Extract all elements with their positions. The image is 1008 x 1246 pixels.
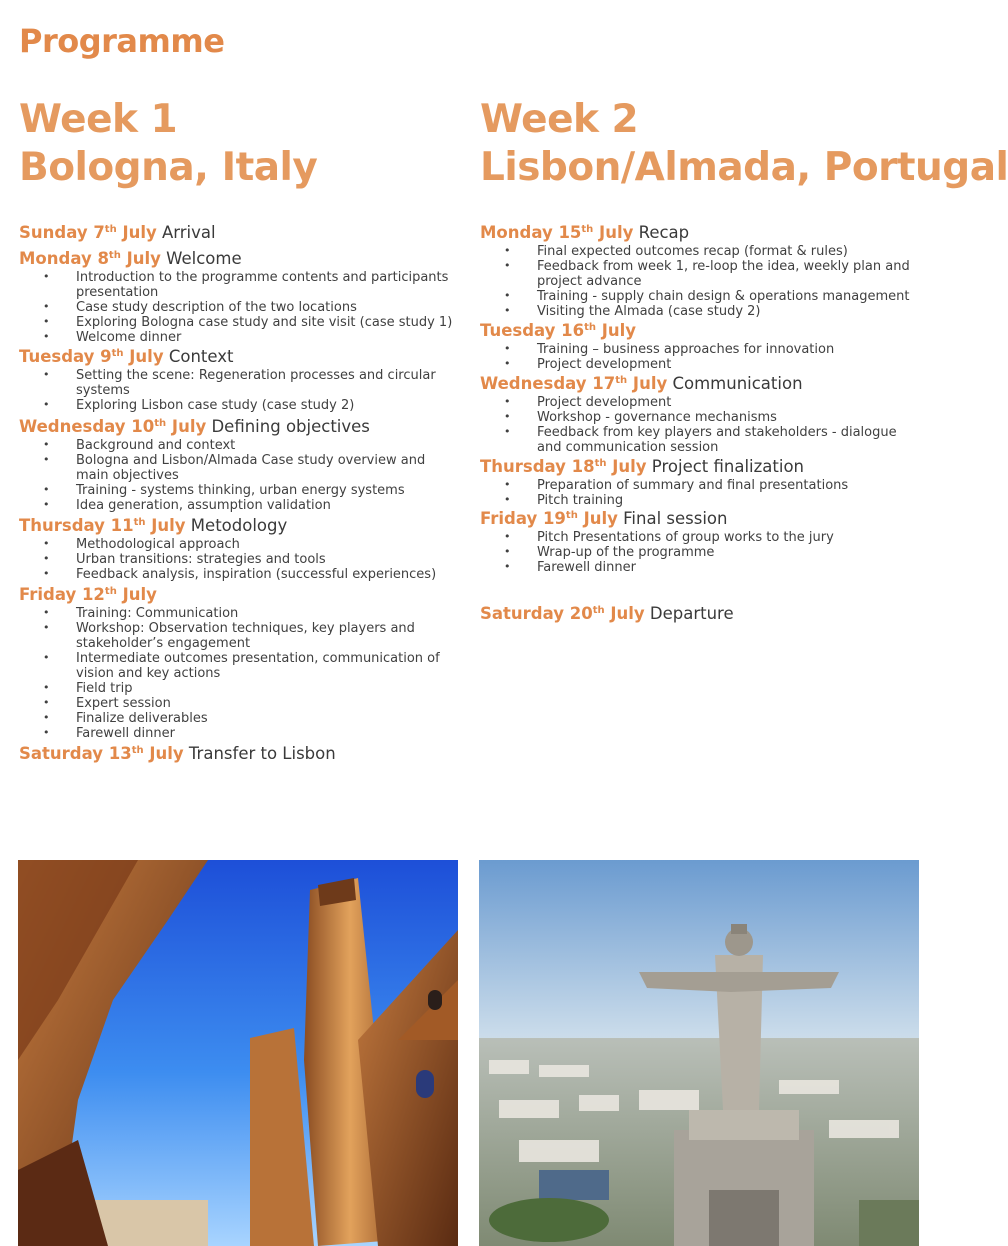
cristo-rei-almada-photo — [479, 860, 919, 1246]
day-theme: Metodology — [185, 516, 288, 535]
day-date-month: July — [627, 374, 668, 393]
week-1-label: Week 1 — [19, 97, 178, 142]
day-date — [19, 516, 186, 535]
day-theme: Welcome — [160, 249, 242, 268]
activity-item: • Workshop: Observation techniques, key players and stakeholder’s engagement — [19, 621, 459, 651]
activity-item: • Final expected outcomes recap (format & rules) — [480, 244, 920, 259]
day-date-suffix: th — [108, 250, 121, 261]
week-1-schedule — [19, 222, 459, 765]
day-activity-list — [480, 244, 920, 319]
day-date-suffix: th — [584, 322, 597, 333]
activity-item: • Training: Communication — [19, 606, 459, 621]
activity-item: • Training – business approaches for innovation — [480, 342, 920, 357]
day-date — [480, 223, 633, 242]
activity-item: • Wrap-up of the programme — [480, 545, 920, 560]
activity-item: • Preparation of summary and final presentations — [480, 478, 920, 493]
day-date-suffix: th — [154, 418, 167, 429]
day-date-text: Wednesday 17 — [480, 374, 616, 393]
day-date — [480, 321, 636, 340]
day-activity-list — [19, 438, 459, 513]
activity-item: • Feedback from week 1, re-loop the idea, weekly plan and project advance — [480, 259, 920, 289]
activity-item: • Finalize deliverables — [19, 711, 459, 726]
day-date-text: Thursday 11 — [19, 516, 134, 535]
day-date-text: Monday 15 — [480, 223, 582, 242]
activity-item: • Project development — [480, 395, 920, 410]
day-heading — [19, 743, 459, 765]
day-date-suffix: th — [133, 517, 146, 528]
day-theme: Final session — [617, 509, 728, 528]
day-date-suffix: th — [592, 605, 605, 616]
day-date-text: Wednesday 10 — [19, 417, 155, 436]
day-date — [480, 457, 647, 476]
day-date — [480, 374, 667, 393]
activity-item: • Feedback from key players and stakeholders - dialogue and communication session — [480, 425, 920, 455]
activity-item: • Pitch training — [480, 493, 920, 508]
day-activity-list — [19, 606, 459, 741]
day-date-suffix: th — [581, 224, 594, 235]
activity-item: • Background and context — [19, 438, 459, 453]
activity-item: • Project development — [480, 357, 920, 372]
activity-item: • Bologna and Lisbon/Almada Case study overview and main objectives — [19, 453, 459, 483]
day-date-suffix: th — [104, 586, 117, 597]
activity-item: • Farewell dinner — [19, 726, 459, 741]
day-theme: Communication — [667, 374, 803, 393]
day-date — [480, 604, 645, 623]
day-date-month: July — [606, 457, 647, 476]
activity-item: • Case study description of the two locations — [19, 300, 459, 315]
day-date-suffix: th — [131, 745, 144, 756]
day-date-text: Tuesday 9 — [19, 347, 112, 366]
day-date-text: Friday 12 — [19, 585, 105, 604]
day-theme: Arrival — [156, 223, 216, 242]
day-activity-list — [480, 395, 920, 455]
day-date-month: July — [596, 321, 637, 340]
day-date-text: Sunday 7 — [19, 223, 105, 242]
week-2-title — [480, 96, 1008, 192]
day-date-month: July — [577, 509, 618, 528]
activity-item: • Feedback analysis, inspiration (successful experiences) — [19, 567, 459, 582]
day-heading — [480, 373, 920, 395]
day-theme: Recap — [633, 223, 690, 242]
day-heading — [19, 515, 459, 537]
week-2-schedule — [480, 222, 920, 625]
day-heading — [480, 456, 920, 478]
day-activity-list — [480, 342, 920, 372]
day-date-suffix: th — [111, 348, 124, 359]
day-date — [19, 744, 184, 763]
bologna-towers-photo — [18, 860, 458, 1246]
activity-item: • Training - supply chain design & operations management — [480, 289, 920, 304]
week-1-title — [19, 96, 459, 192]
day-activity-list — [19, 368, 459, 413]
day-heading — [19, 346, 459, 368]
day-date — [19, 223, 157, 242]
day-date-month: July — [123, 347, 164, 366]
activity-item: • Field trip — [19, 681, 459, 696]
day-date — [19, 347, 164, 366]
day-date-month: July — [145, 516, 186, 535]
day-date — [19, 249, 161, 268]
day-date-month: July — [604, 604, 645, 623]
day-heading — [19, 584, 459, 606]
day-date — [19, 417, 206, 436]
page-title: Programme — [19, 22, 225, 60]
day-heading — [480, 508, 920, 530]
activity-item: • Workshop - governance mechanisms — [480, 410, 920, 425]
day-heading — [19, 222, 459, 244]
day-activity-list — [480, 530, 920, 575]
day-theme: Transfer to Lisbon — [183, 744, 336, 763]
week-2-column — [480, 96, 1008, 192]
day-date-suffix: th — [565, 510, 578, 521]
day-date-text: Friday 19 — [480, 509, 566, 528]
activity-item: • Idea generation, assumption validation — [19, 498, 459, 513]
day-date-suffix: th — [104, 224, 117, 235]
day-date — [19, 585, 157, 604]
day-theme: Project finalization — [646, 457, 805, 476]
day-date-month: July — [120, 249, 161, 268]
activity-item: • Setting the scene: Regeneration processes and circular systems — [19, 368, 459, 398]
activity-item: • Intermediate outcomes presentation, communication of vision and key actions — [19, 651, 459, 681]
day-date-month: July — [143, 744, 184, 763]
week-1-column — [19, 96, 459, 192]
week-2-location: Lisbon/Almada, Portugal — [480, 145, 1008, 190]
activity-item: • Pitch Presentations of group works to the jury — [480, 530, 920, 545]
activity-item: • Welcome dinner — [19, 330, 459, 345]
activity-item: • Farewell dinner — [480, 560, 920, 575]
activity-item: • Methodological approach — [19, 537, 459, 552]
day-heading — [480, 320, 920, 342]
day-heading — [480, 222, 920, 244]
day-theme: Departure — [644, 604, 734, 623]
activity-item: • Expert session — [19, 696, 459, 711]
day-theme: Context — [163, 347, 234, 366]
day-date-text: Saturday 13 — [19, 744, 132, 763]
day-heading — [19, 416, 459, 438]
activity-item: • Training - systems thinking, urban energy systems — [19, 483, 459, 498]
day-date-text: Thursday 18 — [480, 457, 595, 476]
activity-item: • Exploring Lisbon case study (case study 2) — [19, 398, 459, 413]
day-date-suffix: th — [615, 375, 628, 386]
day-activity-list — [480, 478, 920, 508]
day-date-text: Monday 8 — [19, 249, 109, 268]
day-date-text: Tuesday 16 — [480, 321, 585, 340]
activity-item: • Visiting the Almada (case study 2) — [480, 304, 920, 319]
day-activity-list — [19, 537, 459, 582]
activity-item: • Urban transitions: strategies and tools — [19, 552, 459, 567]
day-date — [480, 509, 618, 528]
day-date-month: July — [166, 417, 207, 436]
day-date-month: July — [593, 223, 634, 242]
day-heading — [19, 248, 459, 270]
day-theme: Defining objectives — [206, 417, 370, 436]
day-heading — [480, 603, 920, 625]
activity-item: • Introduction to the programme contents and participants presentation — [19, 270, 459, 300]
activity-item: • Exploring Bologna case study and site visit (case study 1) — [19, 315, 459, 330]
day-date-suffix: th — [594, 458, 607, 469]
day-activity-list — [19, 270, 459, 345]
day-date-month: July — [116, 223, 157, 242]
week-2-label: Week 2 — [480, 97, 639, 142]
day-date-text: Saturday 20 — [480, 604, 593, 623]
week-1-location: Bologna, Italy — [19, 145, 318, 190]
day-date-month: July — [116, 585, 157, 604]
